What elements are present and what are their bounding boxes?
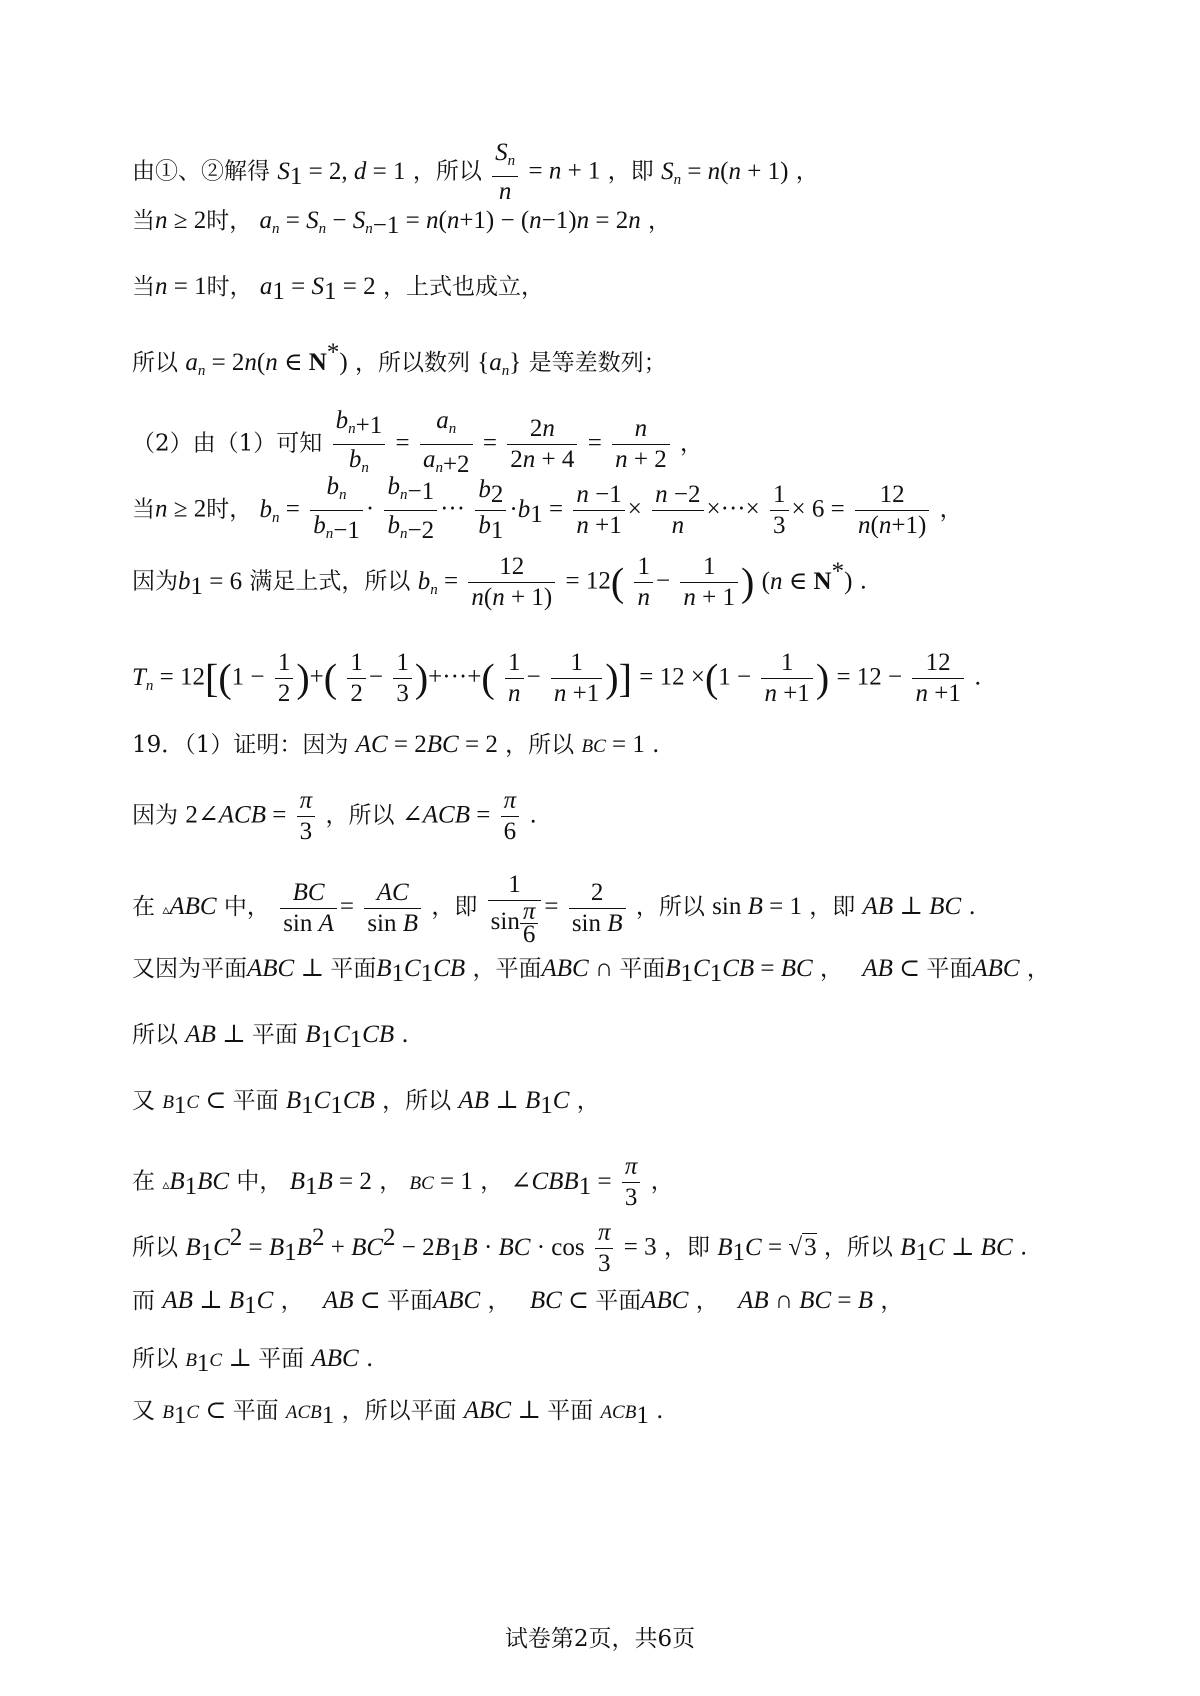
line-19: 又 $B_1C$ ⊂ 平面 $ACB_1$ ，所以平面 ABC ⊥ 平面 $ACB_1$ . <box>132 1397 664 1429</box>
line-12: 又因为平面ABC ⊥ 平面$B_1C_1CB$ ，平面ABC ∩ 平面$B_1C_1CB$ = BC ， AB ⊂ 平面ABC ， <box>132 955 1050 987</box>
line-3: 当n = 1时， $a_1 = S_1 = 2$ ，上式也成立， <box>132 273 544 305</box>
line-14: 又 $B_1C$ ⊂ 平面 $B_1C_1CB$ ，所以 AB ⊥ $B_1C$ ， <box>132 1087 600 1119</box>
fraction: $\frac{S_n}{n}$ <box>492 138 518 207</box>
page-footer: 试卷第2页，共6页 <box>504 1626 696 1652</box>
line-17: 而 AB ⊥ $B_1C$ ， AB ⊂ 平面ABC ， BC ⊂ 平面ABC ， AB ∩ BC = B ， <box>132 1287 904 1319</box>
line-11: 在 ▵ABC 中， $\frac{BC}{\text{sin A}}$ = $\frac{AC}{\text{sin B}}$ ，即 1 sin $\frac{\pi}{6}$ = $\frac{2}{\text{sin B}}$ ，所以 sin B = 1 ，即 AB ⊥ BC . <box>132 871 976 948</box>
line-10: 因为 2∠ACB = $\frac{\pi}{3}$ ，所以 ∠ACB = $\frac{\pi}{6}$ . <box>132 787 537 845</box>
line-16: 所以 $B_1C^2 = B_1B^2 + BC^2 - 2B_1B$ · BC · cos $\frac{\pi}{3}$ = 3 ，即 $B_1C = √3$ ，所以 $B_1C$ ⊥ BC . <box>132 1219 1028 1277</box>
line-9: 19．（1）证明：因为 AC = 2BC = 2 ，所以 BC = 1 . <box>132 731 660 758</box>
line-6: 当n ≥ 2时， $b_n$ = $\frac{b_n}{b_{n-1}}$ · $\frac{b_{n-1}}{b_{n-2}}$ ··· $\frac{b_2}{b_1}$ $\cdot b_1$ = $\frac{n -1}{n +1}$ × $\frac{n -2}{n}$ ×···× $\frac{1}{3}$ × 6 = $\frac{12}{n(n+1)}$ ， <box>132 473 963 544</box>
line-18: 所以 $B_1C$ ⊥ 平面 ABC . <box>132 1345 374 1377</box>
line-5: （2）由（1）可知 $\frac{b_{n+1}}{b_n}$ = $\frac{a_n}{a_{n+2}}$ = $\frac{2n}{2n + 4}$ = $\frac{n}{n + 2}$ ， <box>132 407 704 478</box>
line-7: 因为$b_1 = 6$ 满足上式，所以 $b_n$ = $\frac{12}{n(n + 1)}$ = 12( $\frac{1}{n}$ − $\frac{1}{n + 1}$ ) (n ∈ N*) . <box>132 553 868 611</box>
line-1: 由①、②解得 $S_1 = 2$, d = 1 ，所以 $\frac{S_n}{n}$ = n + 1 ，即 $S_n = n(n + 1)$ ， <box>132 139 819 205</box>
line-2: 当n ≥ 2时， $a_n = S_n - S_{n-1} = n(n+1) - (n-1)n = 2n$ ， <box>132 207 672 239</box>
line-8: $T_n = 12[(1$ − $\frac{1}{2}$ )+( $\frac{1}{2}$ − $\frac{1}{3}$ )+···+( $\frac{1}{n}$ − $\frac{1}{n +1}$ )] = 12 ×(1 − $\frac{1}{n +1}$ ) = 12 − $\frac{12}{n +1}$ . <box>132 649 982 707</box>
line-4: 所以 $a_n = 2n(n$ ∈ N*) ，所以数列 $\{a_n\}$ 是等差数列； <box>132 339 667 379</box>
line-13: 所以 AB ⊥ 平面 $B_1C_1CB$ . <box>132 1021 409 1053</box>
line-15: 在 $▵B_1BC$ 中， $B_1B = 2$ ， BC = 1 ， $\angle CBB_1$ = $\frac{\pi}{3}$ ， <box>132 1153 674 1211</box>
